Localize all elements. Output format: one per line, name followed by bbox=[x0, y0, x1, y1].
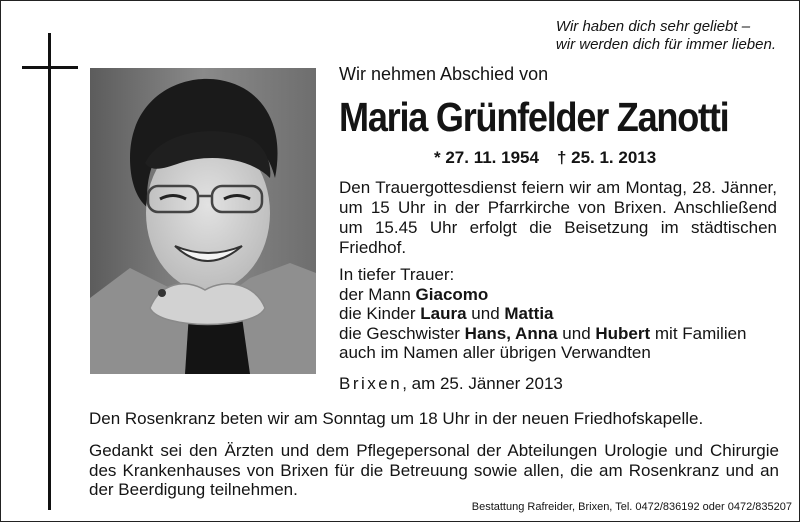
child-name-2: Mattia bbox=[504, 304, 554, 323]
siblings-prefix: die Geschwister bbox=[339, 323, 465, 343]
mourners-husband bbox=[339, 285, 747, 305]
sibling-names-a: Hans, Anna bbox=[464, 323, 558, 343]
birth-date: * 27. 11. 1954 bbox=[434, 148, 539, 167]
mourners-heading: In tiefer Trauer: bbox=[339, 265, 455, 284]
rosary-notice: Den Rosenkranz beten wir am Sonntag um 18 Uhr in der neuen Friedhofskapelle. bbox=[89, 409, 704, 428]
life-dates bbox=[434, 148, 656, 168]
death-date: † 25. 1. 2013 bbox=[556, 148, 657, 167]
cross-icon-horizontal bbox=[22, 66, 78, 69]
sibling-name-b: Hubert bbox=[595, 323, 651, 343]
husband-prefix: der Mann bbox=[339, 284, 416, 304]
place-and-date bbox=[339, 374, 563, 394]
mourners-siblings bbox=[339, 324, 747, 344]
portrait-illustration bbox=[90, 68, 316, 374]
motto-line-1: Wir haben dich sehr geliebt – bbox=[555, 18, 751, 35]
children-and: und bbox=[466, 304, 505, 323]
mourners-relatives: auch im Namen aller übrigen Verwandten bbox=[339, 343, 651, 362]
deceased-name: Maria Grünfelder Zanotti bbox=[339, 94, 729, 140]
portrait-photo bbox=[90, 68, 316, 374]
intro-line: Wir nehmen Abschied von bbox=[339, 64, 549, 84]
place-city: Brixen bbox=[339, 374, 403, 393]
motto-line-2: wir werden dich für immer lieben. bbox=[555, 36, 776, 53]
place-date: , am 25. Jänner 2013 bbox=[402, 374, 563, 393]
mourners-children bbox=[339, 304, 747, 324]
funeral-service-text: Den Trauergottesdienst feiern wir am Montag, 28. Jänner, um 15 Uhr in der Pfarrkirche von Brixen. Anschließend um 15.45 Uhr erfolgt die Beisetzung im städtischen Friedhof. bbox=[339, 178, 777, 257]
cross-icon-vertical bbox=[48, 33, 51, 510]
thanks-text: Gedankt sei den Ärzten und dem Pflegepersonal der Abteilungen Urologie und Chirurgie des Krankenhauses von Brixen für die Betreuung sowie allen, die am Rosenkranz und an der Beerdigung teilnehmen. bbox=[89, 441, 779, 499]
husband-name: Giacomo bbox=[415, 284, 489, 304]
siblings-and: und bbox=[557, 323, 596, 343]
children-prefix: die Kinder bbox=[339, 304, 421, 323]
siblings-suffix: mit Familien bbox=[650, 323, 747, 343]
mourners-block bbox=[339, 265, 747, 363]
child-name-1: Laura bbox=[420, 304, 467, 323]
motto-quote bbox=[556, 18, 776, 54]
undertaker-contact: Bestattung Rafreider, Brixen, Tel. 0472/836192 oder 0472/835207 bbox=[471, 501, 792, 513]
